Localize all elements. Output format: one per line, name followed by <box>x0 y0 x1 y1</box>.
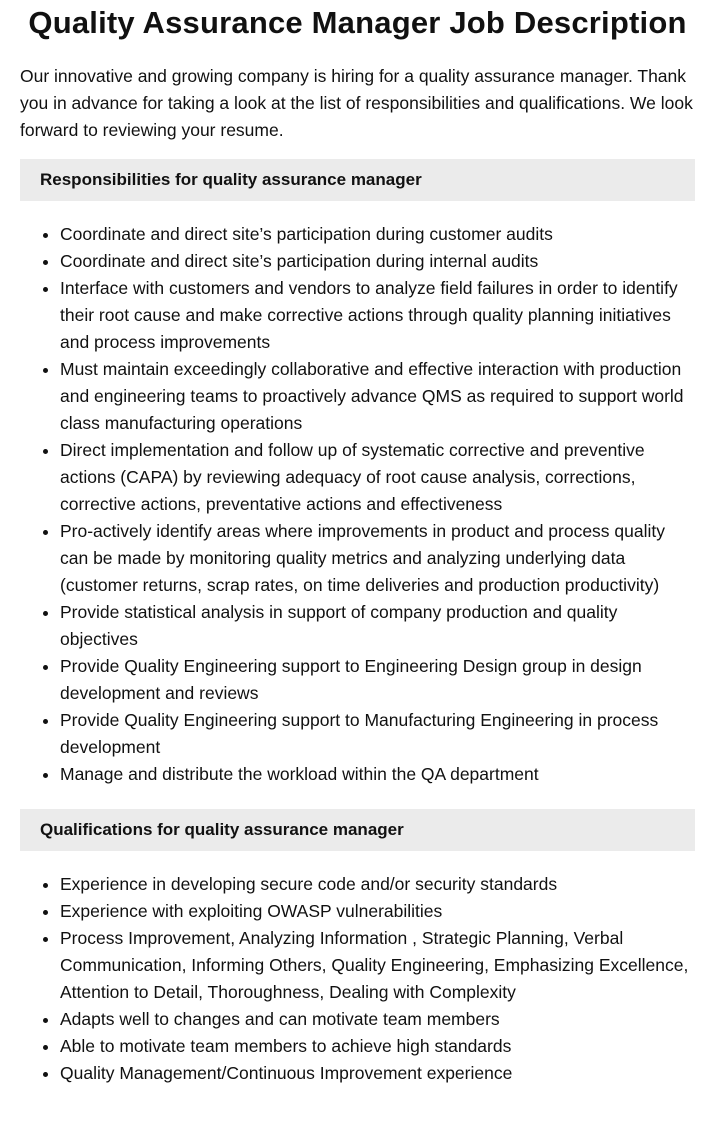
list-item: • Experience with exploiting OWASP vulnerabilities <box>60 898 695 925</box>
list-item: • Able to motivate team members to achieve high standards <box>60 1033 695 1060</box>
page-title: Quality Assurance Manager Job Description <box>28 5 687 40</box>
list-item: • Adapts well to changes and can motivate team members <box>60 1006 695 1033</box>
list-item: • Interface with customers and vendors to analyze field failures in order to identify their root cause and make corrective actions through quality planning initiatives and process improvements <box>60 275 695 356</box>
list-item: • Provide Quality Engineering support to Manufacturing Engineering in process development <box>60 707 695 761</box>
list-item: • Quality Management/Continuous Improvement experience <box>60 1060 695 1087</box>
list-item: • Process Improvement, Analyzing Information , Strategic Planning, Verbal Communication, Informing Others, Quality Engineering, Emphasizing Excellence, Attention to Detail, Thoroughness, Dealing with Complexity <box>60 925 695 1006</box>
responsibilities-list <box>20 221 695 788</box>
intro-text: Our innovative and growing company is hiring for a quality assurance manager. Thank you in advance for taking a look at the list of responsibilities and qualifications. We look forward to reviewing your resume. <box>20 66 693 140</box>
qualifications-list <box>20 871 695 1087</box>
list-item: • Provide Quality Engineering support to Engineering Design group in design development and reviews <box>60 653 695 707</box>
list-item: • Manage and distribute the workload within the QA department <box>60 761 695 788</box>
list-item: • Direct implementation and follow up of systematic corrective and preventive actions (CAPA) by reviewing adequacy of root cause analysis, corrections, corrective actions, preventative actions and effectiveness <box>60 437 695 518</box>
list-item: • Coordinate and direct site’s participation during internal audits <box>60 248 695 275</box>
list-item: • Pro-actively identify areas where improvements in product and process quality can be made by monitoring quality metrics and analyzing underlying data (customer returns, scrap rates, on time deliveries and production productivity) <box>60 518 695 599</box>
responsibilities-heading: Responsibilities for quality assurance manager <box>20 159 695 201</box>
qualifications-heading: Qualifications for quality assurance manager <box>20 809 695 851</box>
list-item: • Coordinate and direct site’s participation during customer audits <box>60 221 695 248</box>
list-item: • Provide statistical analysis in support of company production and quality objectives <box>60 599 695 653</box>
list-item: • Must maintain exceedingly collaborative and effective interaction with production and engineering teams to proactively advance QMS as required to support world class manufacturing operations <box>60 356 695 437</box>
list-item: • Experience in developing secure code and/or security standards <box>60 871 695 898</box>
